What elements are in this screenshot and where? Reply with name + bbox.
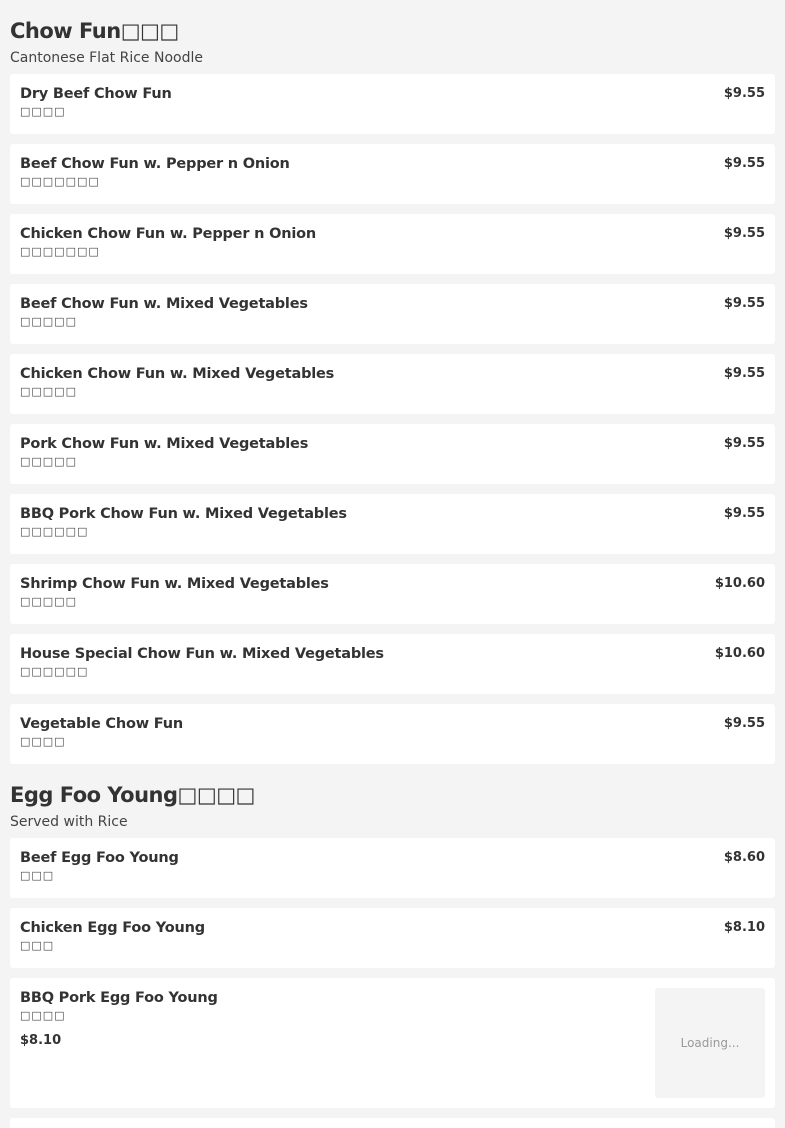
item-chinese-name: □□□□□□ (20, 525, 89, 538)
menu-item[interactable] (10, 908, 775, 968)
section-subtitle: Served with Rice (10, 814, 128, 830)
item-price: $8.10 (20, 1033, 62, 1048)
menu-item[interactable] (10, 424, 775, 484)
item-chinese-name: □□□□□ (20, 315, 77, 328)
item-name: BBQ Pork Egg Foo Young (20, 990, 218, 1006)
item-chinese-name: □□□ (20, 869, 55, 882)
item-price: $9.55 (723, 366, 765, 381)
section-egg-foo-young (10, 781, 775, 1128)
item-name: House Special Chow Fun w. Mixed Vegetables (20, 646, 384, 662)
item-price: $9.55 (723, 506, 765, 521)
item-chinese-name: □□□ (20, 939, 55, 952)
item-name: Beef Chow Fun w. Pepper n Onion (20, 156, 290, 172)
item-price: $9.55 (723, 156, 765, 171)
item-chinese-name: □□□□□ (20, 455, 77, 468)
item-name: Dry Beef Chow Fun (20, 86, 172, 102)
item-price: $10.60 (714, 646, 765, 661)
item-chinese-name: □□□□□□□ (20, 245, 100, 258)
section-subtitle: Cantonese Flat Rice Noodle (10, 50, 203, 66)
item-chinese-name: □□□□□ (20, 595, 77, 608)
item-name: Shrimp Chow Fun w. Mixed Vegetables (20, 576, 329, 592)
item-name: Beef Chow Fun w. Mixed Vegetables (20, 296, 308, 312)
section-title: Chow Fun□□□ (10, 19, 179, 43)
section-chow-fun (10, 0, 775, 764)
item-price: $8.60 (723, 850, 765, 865)
menu-item[interactable] (10, 74, 775, 134)
item-price: $9.55 (723, 86, 765, 101)
item-price: $9.55 (723, 716, 765, 731)
item-price: $8.10 (723, 920, 765, 935)
loading-text: Loading... (680, 1036, 740, 1050)
menu-item-with-image[interactable] (10, 978, 775, 1108)
item-name: Pork Chow Fun w. Mixed Vegetables (20, 436, 309, 452)
menu-item[interactable] (10, 354, 775, 414)
section-title: Egg Foo Young□□□□ (10, 783, 255, 807)
item-image-placeholder (655, 988, 765, 1098)
menu-item[interactable] (10, 144, 775, 204)
item-chinese-name: □□□□□ (20, 385, 77, 398)
item-chinese-name: □□□□ (20, 105, 66, 118)
item-name: Chicken Chow Fun w. Mixed Vegetables (20, 366, 335, 382)
menu-item[interactable] (10, 564, 775, 624)
item-chinese-name: □□□□ (20, 1009, 66, 1022)
menu-item[interactable] (10, 284, 775, 344)
item-name: Chicken Egg Foo Young (20, 920, 205, 936)
item-chinese-name: □□□□ (20, 735, 66, 748)
menu-item[interactable] (10, 494, 775, 554)
item-price: $10.60 (714, 576, 765, 591)
menu-item[interactable] (10, 214, 775, 274)
menu-item[interactable] (10, 838, 775, 898)
item-price: $9.55 (723, 436, 765, 451)
menu-item[interactable] (10, 634, 775, 694)
item-name: Beef Egg Foo Young (20, 850, 179, 866)
item-price: $9.55 (723, 296, 765, 311)
item-name: Vegetable Chow Fun (20, 716, 184, 732)
item-chinese-name: □□□□□□ (20, 665, 89, 678)
item-name: Chicken Chow Fun w. Pepper n Onion (20, 226, 316, 242)
item-chinese-name: □□□□□□□ (20, 175, 100, 188)
item-price: $9.55 (723, 226, 765, 241)
item-name: BBQ Pork Chow Fun w. Mixed Vegetables (20, 506, 347, 522)
menu-item[interactable] (10, 704, 775, 764)
